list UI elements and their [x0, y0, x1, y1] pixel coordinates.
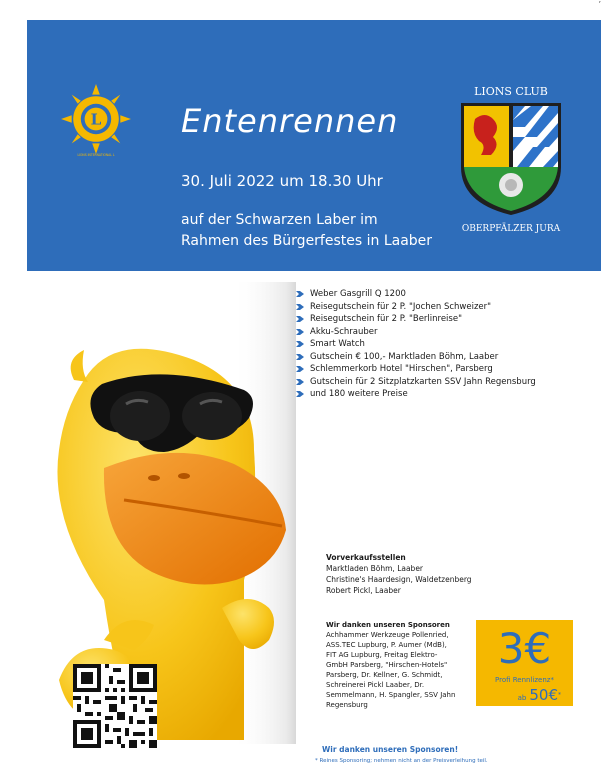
- sponsor-line: GmbH Parsberg, "Hirschen-Hotels": [326, 661, 448, 669]
- price-from-mark: *: [558, 691, 561, 699]
- prize-item: [296, 301, 536, 314]
- sponsor-line: Schreinerei Pickl Laaber, Dr.: [326, 681, 425, 689]
- presale-line: Robert Pickl, Laaber: [326, 586, 401, 595]
- bullet-arrow-icon: [296, 304, 304, 310]
- sponsors-title: Wir danken unseren Sponsoren: [326, 621, 450, 629]
- presale-line: Christine's Haardesign, Waldetzenberg: [326, 575, 472, 584]
- prize-item: [296, 376, 536, 389]
- prize-item: [296, 326, 536, 339]
- bullet-arrow-icon: [296, 329, 304, 335]
- prize-item: [296, 338, 536, 351]
- footnote: * Reines Sponsoring; nehmen nicht an der Preisverleihung teil.: [315, 758, 488, 764]
- sponsor-line: Parsberg, Dr. Kellner, G. Schmidt,: [326, 671, 443, 679]
- price-box: [476, 620, 573, 706]
- prize-label: Schlemmerkorb Hotel "Hirschen", Parsberg: [310, 364, 493, 374]
- lions-club-crest-icon: [445, 75, 577, 235]
- svg-text:L: L: [90, 110, 102, 129]
- sponsor-line: FIT AG Lupburg, Freitag Elektro-: [326, 651, 438, 659]
- crest-motto: OBERPFÄLZER JURA: [461, 224, 561, 234]
- event-location-line2: Rahmen des Bürgerfestes in Laaber: [181, 233, 433, 249]
- sponsor-line: Semmelmann, H. Spangler, SSV Jahn: [326, 691, 456, 699]
- price-from-value: 50€: [529, 686, 558, 704]
- prize-item: [296, 313, 536, 326]
- prize-label: Weber Gasgrill Q 1200: [310, 289, 406, 299]
- lions-logo-text: LIONS INTERNATIONAL L: [77, 153, 115, 157]
- prize-list: [296, 288, 536, 401]
- prize-item: [296, 363, 536, 376]
- prize-item: [296, 288, 536, 301]
- event-location-line1: auf der Schwarzen Laber im: [181, 212, 378, 228]
- header-banner: [27, 20, 601, 271]
- bullet-arrow-icon: [296, 291, 304, 297]
- price-value: 3€: [497, 624, 552, 673]
- prize-label: Reisegutschein für 2 P. "Jochen Schweizer": [310, 301, 492, 312]
- prize-label: Reisegutschein für 2 P. "Berlinreise": [310, 314, 462, 324]
- price-from: [518, 686, 561, 704]
- prize-label: und 180 weitere Preise: [310, 389, 408, 399]
- prize-label: Gutschein € 100,- Marktladen Böhm, Laaber: [310, 351, 499, 362]
- price-subtitle: Profi Rennlizenz*: [495, 676, 554, 684]
- event-title: Entenrennen: [181, 102, 399, 140]
- bullet-arrow-icon: [296, 316, 304, 322]
- event-date: 30. Juli 2022 um 18.30 Uhr: [181, 172, 383, 190]
- presale-section: [326, 552, 472, 596]
- qr-code: [73, 664, 157, 748]
- prize-label: Smart Watch: [310, 339, 365, 349]
- lions-logo-icon: [58, 81, 134, 157]
- presale-title: Vorverkaufsstellen: [326, 553, 406, 562]
- sponsor-line: Achhammer Werkzeuge Pollenried,: [326, 631, 449, 639]
- presale-line: Marktladen Böhm, Laaber: [326, 564, 424, 573]
- sponsors-section: [326, 620, 476, 710]
- prize-label: Akku-Schrauber: [310, 326, 378, 337]
- prize-item: [296, 351, 536, 364]
- thanks-text: Wir danken unseren Sponsoren!: [322, 745, 459, 754]
- prize-item: [296, 388, 536, 401]
- price-from-label: ab: [517, 694, 527, 702]
- sponsor-line: Regensburg: [326, 701, 368, 709]
- corner-mark: ’: [598, 0, 601, 9]
- prize-label: Gutschein für 2 Sitzplatzkarten SSV Jahn Regensburg: [310, 376, 536, 387]
- sponsor-line: ASS.TEC Lupburg, P. Aumer (MdB),: [326, 641, 447, 649]
- crest-title: LIONS CLUB: [474, 85, 548, 98]
